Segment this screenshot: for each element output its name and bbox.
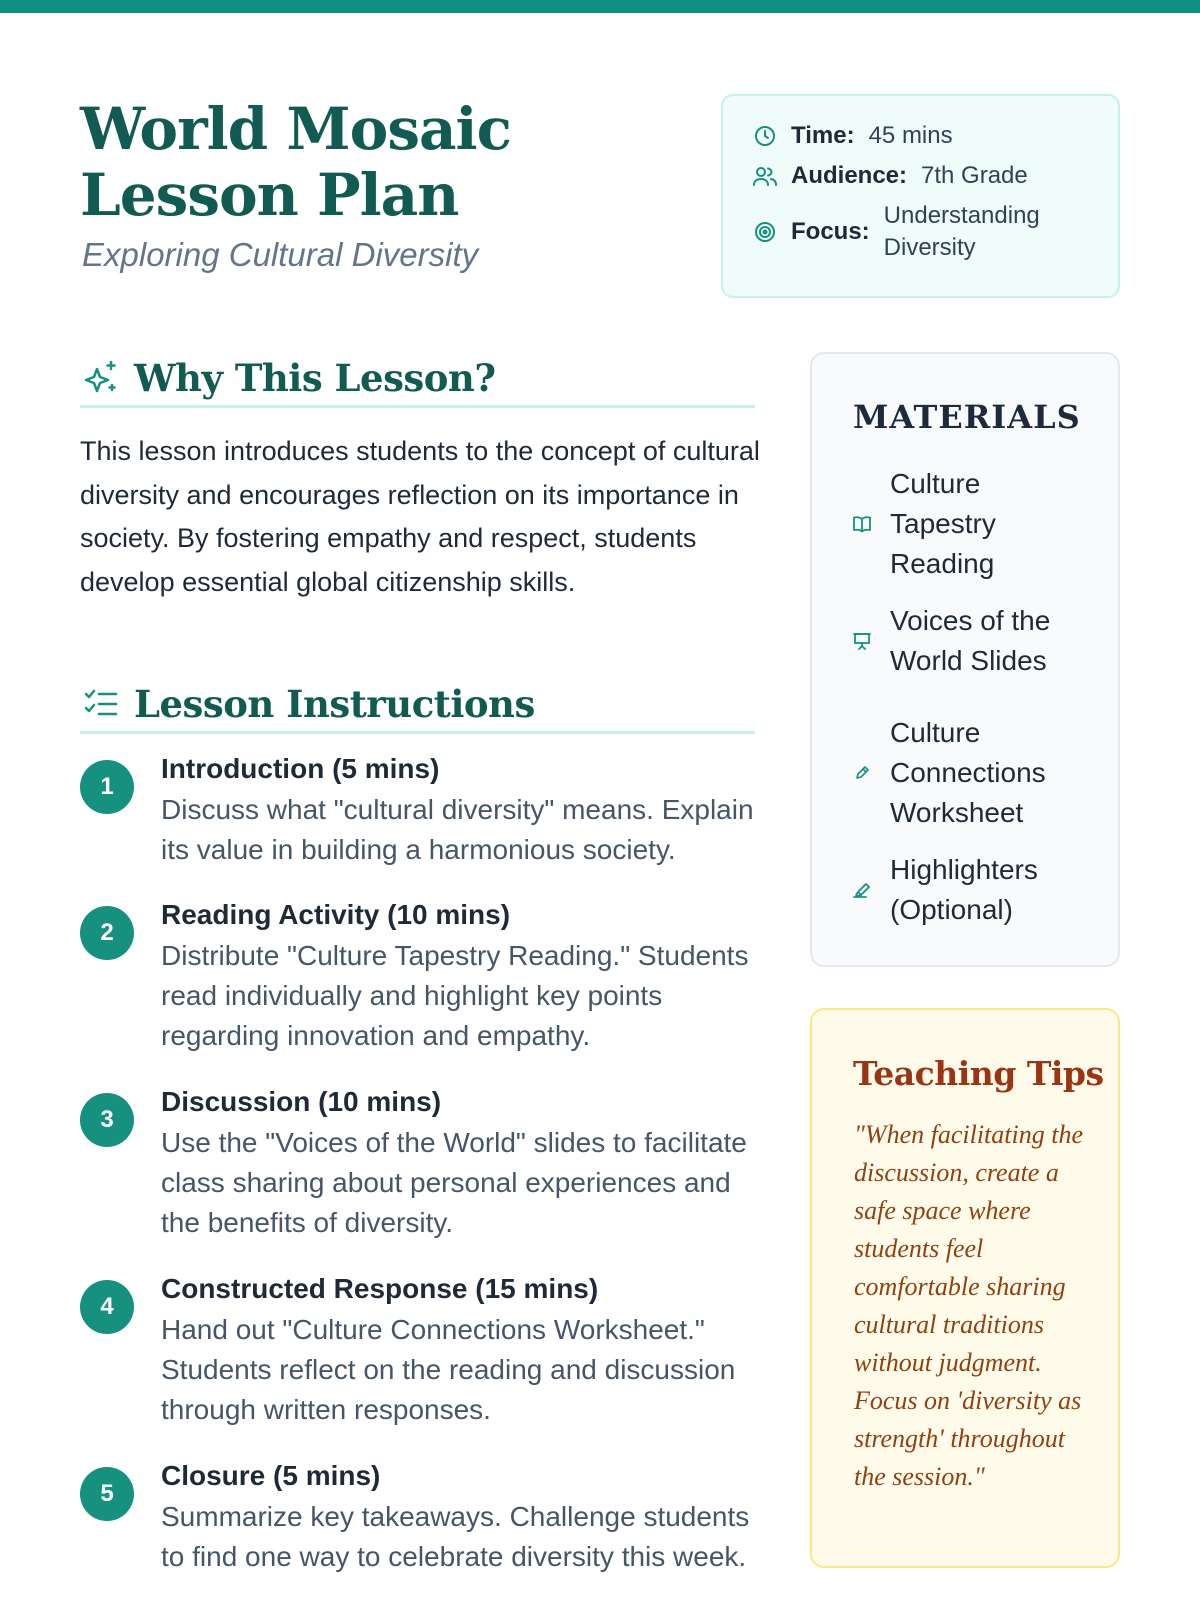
pencil-icon bbox=[850, 761, 874, 785]
why-paragraph: This lesson introduces students to the concept of cultural diversity and encourages reflection on its importance in society. By fostering empathy and respect, students develop essential global citizenship skills. bbox=[80, 436, 760, 597]
material-label: Voices of the World Slides bbox=[890, 605, 1051, 676]
presentation-icon bbox=[850, 629, 874, 653]
focus-value: Understanding Diversity bbox=[883, 202, 1040, 261]
step-description: Summarize key takeaways. Challenge students to find one way to celebrate diversity this week. bbox=[161, 1501, 750, 1572]
step-description: Use the "Voices of the World" slides to facilitate class sharing about personal experiences and the benefits of diversity. bbox=[161, 1127, 747, 1238]
instructions-section-heading bbox=[80, 676, 755, 734]
instructions-heading-text: Lesson Instructions bbox=[134, 681, 535, 726]
material-label: Highlighters (Optional) bbox=[890, 854, 1038, 925]
audience-value: 7th Grade bbox=[921, 162, 1028, 189]
materials-heading: MATERIALS bbox=[853, 398, 1081, 436]
step-number: 1 bbox=[80, 760, 134, 814]
tips-heading: Teaching Tips bbox=[853, 1054, 1104, 1093]
target-icon bbox=[751, 218, 779, 246]
step-title: Closure (5 mins) bbox=[161, 1460, 381, 1491]
sparkles-icon bbox=[80, 357, 122, 399]
material-label: Culture Connections Worksheet bbox=[890, 717, 1046, 828]
step-number: 3 bbox=[80, 1093, 134, 1147]
page-title: World Mosaic Lesson Plan bbox=[80, 95, 511, 229]
step-title: Constructed Response (15 mins) bbox=[161, 1273, 599, 1304]
step-description: Distribute "Culture Tapestry Reading." Students read individually and highlight key points regarding innovation and empathy. bbox=[161, 940, 749, 1051]
clock-icon bbox=[751, 122, 779, 150]
step-title: Discussion (10 mins) bbox=[161, 1086, 442, 1117]
why-heading-text: Why This Lesson? bbox=[134, 355, 496, 400]
page-subtitle: Exploring Cultural Diversity bbox=[82, 236, 479, 273]
teaching-tips-card bbox=[810, 1008, 1120, 1568]
audience-label: Audience: bbox=[791, 162, 908, 189]
checklist-icon bbox=[80, 683, 122, 725]
tips-quote: "When facilitating the discussion, create a safe space where students feel comfortable sharing cultural traditions without judgment. Focus on 'diversity as strength' throughout the session." bbox=[854, 1120, 1083, 1491]
highlighter-icon bbox=[850, 878, 874, 902]
step-number: 5 bbox=[80, 1467, 134, 1521]
focus-label: Focus: bbox=[791, 218, 870, 245]
step-number: 2 bbox=[80, 906, 134, 960]
materials-card bbox=[810, 352, 1120, 967]
material-item bbox=[850, 601, 1070, 681]
info-time-row bbox=[751, 122, 953, 150]
material-label: Culture Tapestry Reading bbox=[890, 468, 996, 579]
info-audience-row bbox=[751, 162, 1028, 190]
material-item bbox=[850, 464, 1040, 584]
material-item bbox=[850, 850, 1060, 930]
users-icon bbox=[751, 162, 779, 190]
step-title: Introduction (5 mins) bbox=[161, 753, 440, 784]
lesson-info-card bbox=[721, 94, 1120, 298]
top-accent-bar bbox=[0, 0, 1200, 13]
step-title: Reading Activity (10 mins) bbox=[161, 899, 511, 930]
time-label: Time: bbox=[791, 122, 855, 149]
step-description: Discuss what "cultural diversity" means. Explain its value in building a harmonious society. bbox=[161, 794, 754, 865]
time-value: 45 mins bbox=[868, 122, 953, 149]
step-description: Hand out "Culture Connections Worksheet." Students reflect on the reading and discussion through written responses. bbox=[161, 1314, 736, 1425]
book-icon bbox=[850, 512, 874, 536]
info-focus-row bbox=[751, 200, 1054, 264]
why-section-heading bbox=[80, 350, 755, 408]
step-number: 4 bbox=[80, 1280, 134, 1334]
material-item bbox=[850, 713, 1070, 833]
